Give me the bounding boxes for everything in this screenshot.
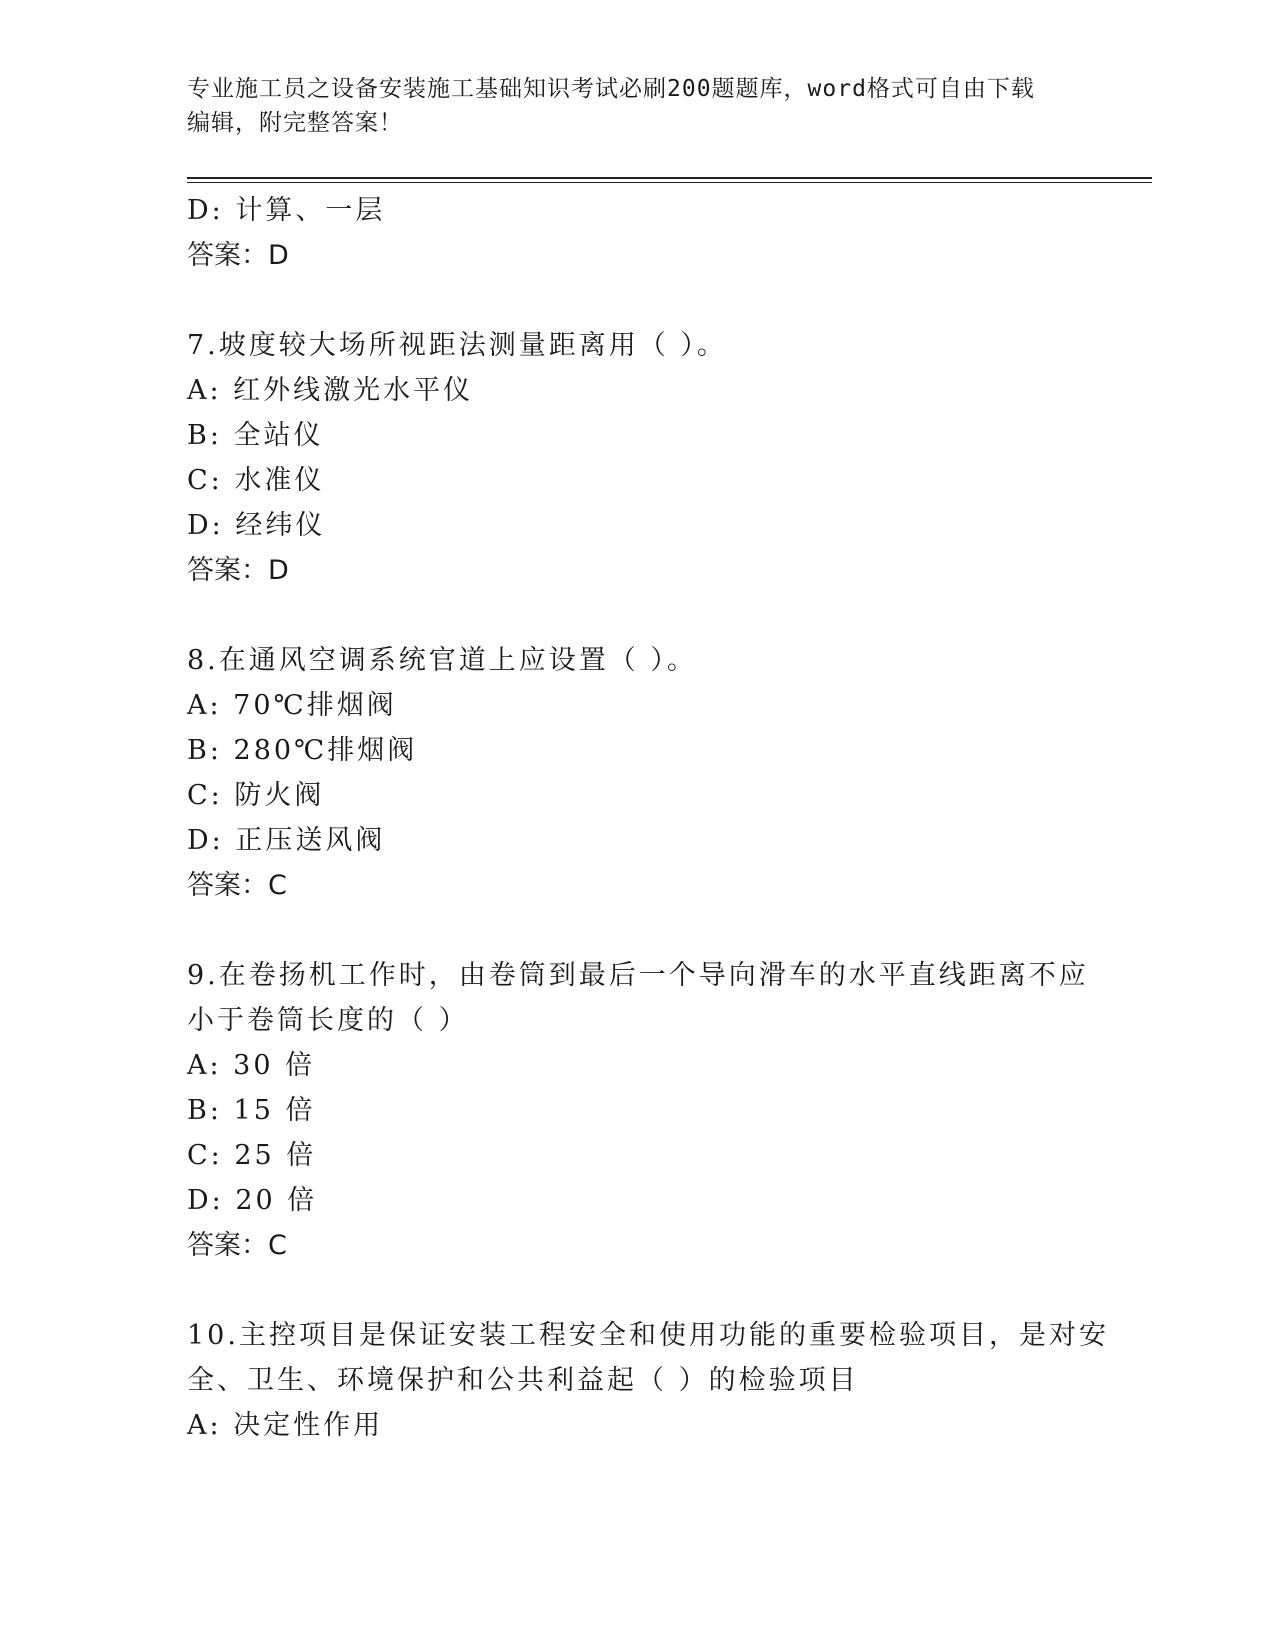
spacer: [187, 593, 1087, 638]
option-c: C: 25 倍: [187, 1140, 317, 1171]
question-stem: 8.在通风空调系统官道上应设置（ ）。: [187, 645, 697, 676]
question-stem-line-2: 全、卫生、环境保护和公共利益起（ ）的检验项目: [187, 1365, 859, 1396]
spacer: [187, 278, 1087, 323]
answer-line: 答案：D: [187, 240, 289, 271]
option-c: C: 防火阀: [187, 780, 325, 811]
question-9: [187, 953, 1087, 1268]
option-b: B: 全站仪: [187, 420, 324, 451]
spacer: [187, 1268, 1087, 1313]
answer-line: 答案：C: [187, 870, 287, 901]
header-title-line-1: 专业施工员之设备安装施工基础知识考试必刷200题题库，word格式可自由下载: [187, 76, 1035, 102]
option-d: D: 经纬仪: [187, 510, 326, 541]
option-d: D: 计算、一层: [187, 195, 386, 226]
question-10: [187, 1313, 1109, 1448]
question-8: [187, 638, 1087, 908]
question-list: [187, 188, 1109, 1448]
question-7: [187, 323, 1087, 593]
option-a: A: 30 倍: [187, 1050, 316, 1081]
header-title-line-2: 编辑，附完整答案！: [187, 110, 403, 136]
answer-line: 答案：C: [187, 1230, 287, 1261]
header-divider-thick: [187, 177, 1152, 179]
option-c: C: 水准仪: [187, 465, 325, 496]
answer-line: 答案：D: [187, 555, 289, 586]
header-divider-thin: [187, 182, 1152, 183]
question-stem-line-2: 小于卷筒长度的（ ）: [187, 1005, 469, 1036]
question-stem-line-1: 10.主控项目是保证安装工程安全和使用功能的重要检验项目，是对安: [187, 1320, 1109, 1351]
option-d: D: 20 倍: [187, 1185, 318, 1216]
option-a: A: 70℃排烟阀: [187, 690, 397, 721]
option-b: B: 15 倍: [187, 1095, 316, 1126]
question-stem: 7.坡度较大场所视距法测量距离用（ ）。: [187, 330, 727, 361]
question-stem-line-1: 9.在卷扬机工作时，由卷筒到最后一个导向滑车的水平直线距离不应: [187, 960, 1089, 991]
document-header: [187, 72, 1077, 140]
spacer: [187, 908, 1087, 953]
option-b: B: 280℃排烟阀: [187, 735, 418, 766]
question-6-tail: [187, 188, 1087, 278]
option-d: D: 正压送风阀: [187, 825, 386, 856]
option-a: A: 决定性作用: [187, 1410, 384, 1441]
option-a: A: 红外线激光水平仪: [187, 375, 474, 406]
